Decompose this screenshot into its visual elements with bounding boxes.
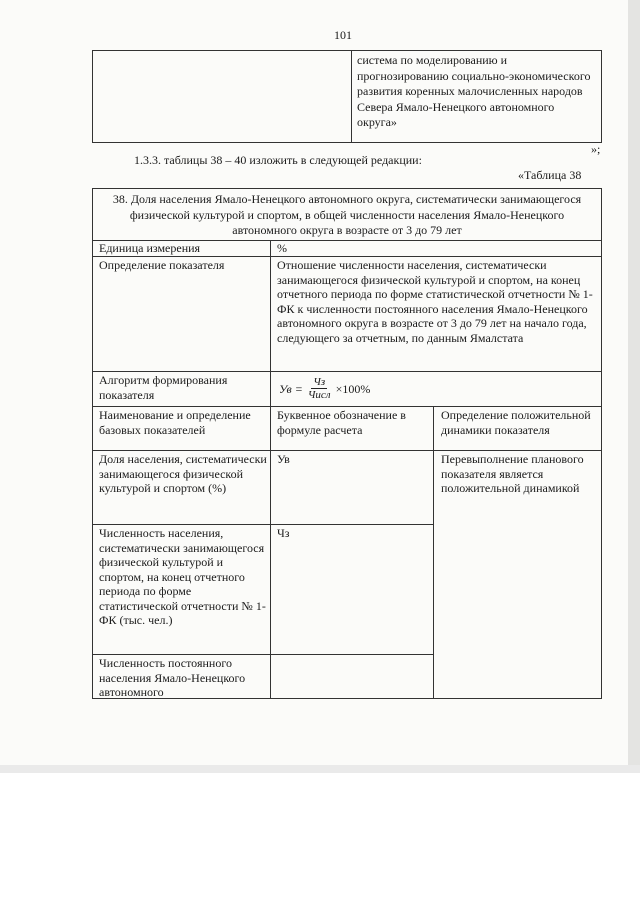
- algorithm-label: Алгоритм формирования показателя: [99, 373, 228, 402]
- rule-algorithm: [93, 406, 601, 407]
- previous-table-fragment: [92, 50, 602, 143]
- header-symbol: Буквенное обозначение в формуле расчета: [277, 408, 406, 437]
- rule-col-2: [433, 406, 434, 698]
- page-edge-shadow: [628, 0, 640, 770]
- rule-headers: [93, 450, 601, 451]
- formula-tail: ×100%: [335, 381, 371, 396]
- rule-definition: [93, 371, 601, 372]
- previous-table-right-cell: система по моделированию и прогнозированию социально-экономического развития коренных малочисленных народов Севера Ямало-Ненецкого автономного округа»: [357, 53, 591, 129]
- unit-value: %: [277, 241, 287, 255]
- page-bottom-edge: [0, 765, 640, 773]
- formula-lhs: Ув =: [279, 381, 303, 396]
- table-caption: «Таблица 38: [518, 168, 582, 182]
- header-dynamics: Определение положительной динамики показателя: [441, 408, 591, 437]
- rule-row-2: [93, 654, 433, 655]
- formula-denominator: Числ: [307, 389, 331, 401]
- table-title: 38. Доля населения Ямало-Ненецкого автономного округа, систематически занимающегося физической культурой и спортом, в общей численности населения Ямало-Ненецкого автономного округа в возрасте от 3 до 79 лет: [112, 192, 582, 237]
- rule-col-1: [270, 240, 271, 698]
- amendment-text: 1.3.3. таблицы 38 – 40 изложить в следующей редакции:: [134, 153, 422, 167]
- row-2-name: Численность населения, систематически занимающегося физической культурой и спортом, на конец отчетного периода по форме статистической отчетности № 1-ФК (тыс. чел.): [99, 526, 266, 627]
- row-2-symbol: Чз: [277, 526, 290, 540]
- row-3-name: Численность постоянного населения Ямало-Ненецкого автономного: [99, 656, 246, 699]
- closing-semicolon: »;: [591, 142, 601, 156]
- previous-table-divider: [351, 51, 352, 142]
- rule-row-1: [93, 524, 433, 525]
- definition-label: Определение показателя: [99, 258, 225, 272]
- formula-numerator: Чз: [313, 376, 326, 388]
- header-name: Наименование и определение базовых показателей: [99, 408, 251, 437]
- formula: [279, 373, 479, 405]
- rule-unit: [93, 256, 601, 257]
- row-1-name: Доля населения, систематически занимающегося физической культурой и спортом (%): [99, 452, 267, 495]
- row-1-symbol: Ув: [277, 452, 290, 466]
- table-38: [92, 188, 602, 699]
- page-number: 101: [334, 28, 352, 42]
- definition-value: Отношение численности населения, систематически занимающегося физической культурой и спортом, на конец отчетного периода по форме статистической отчетности № 1-ФК к численности постоянного населения Ямало-Ненецкого автономного округа в возрасте от 3 до 79 лет на начало года, следующего за отчетным, по данным Ямалстата: [277, 258, 593, 345]
- dynamics-text: Перевыполнение планового показателя является положительной динамикой: [441, 452, 584, 495]
- unit-label: Единица измерения: [99, 241, 201, 255]
- formula-fraction: [306, 376, 333, 402]
